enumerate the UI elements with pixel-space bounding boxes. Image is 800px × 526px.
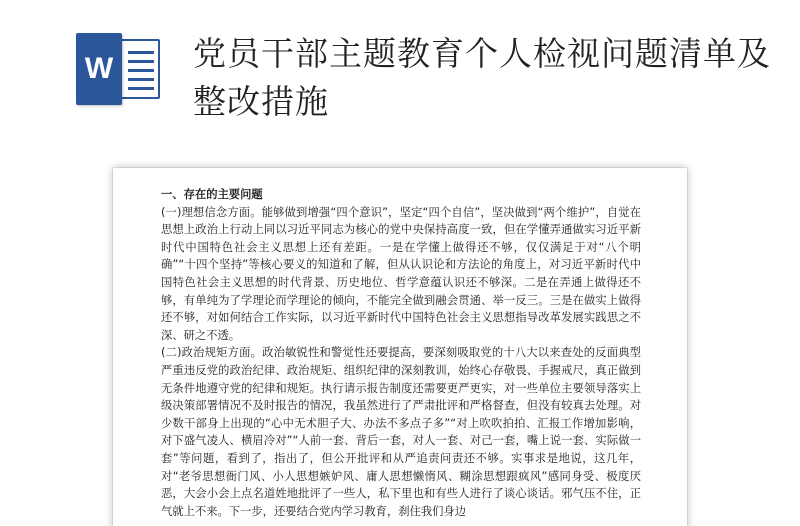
section-heading: 一、存在的主要问题 [161,188,263,201]
word-logo-letter: W [84,52,114,85]
paragraph-political-rules: (二)政治规矩方面。政治敏锐性和警觉性还要提高，要深刻吸取党的十八大以来查处的反面典型严重违反党的政治纪律、政治规矩、组织纪律的深刻教训，始终心存敬畏、手握戒尺，真正做到无条件地遵守党的纪律和规矩。执行请示报告制度还需要更严更实，对一些单位主要领导落实上级决策部署情况不及时报告的情况，我虽然进行了严肃批评和严格督查，但没有较真去处理。对少数干部身上出现的“心中无术胆子大、办法不多点子多”“对上吹吹拍拍、汇报工作增加影响，对下盛气凌人、横眉冷对”“人前一套、背后一套，对人一套、对己一套，嘴上说一套、实际做一套”等问题，看到了，指出了，但公开批评和从严追责问责还不够。实事求是地说，这几年，对“老爷思想衙门风、小人思想嫉妒风、庸人思想懒惰风、糊涂思想跟疯风”感同身受、极度厌恶，大会小会上点名道姓地批评了一些人，私下里也和有些人进行了谈心谈话。邪气压不住，正气就上不来。下一步，还要结合党内学习教育，刹住我们身边 [161,346,641,518]
document-body [161,186,641,520]
paragraph-ideals: (一)理想信念方面。能够做到增强“四个意识”，坚定“四个自信”，坚决做到“两个维护”，自觉在思想上政治上行动上同以习近平同志为核心的党中央保持高度一致，但在学懂弄通做实习近平新时代中国特色社会主义思想上还有差距。一是在学懂上做得还不够，仅仅满足于对“八个明确”“十四个坚持”等核心要义的知道和了解，但从认识论和方法论的角度上，对习近平新时代中国特色社会主义思想的时代背景、历史地位、哲学意蕴认识还不够深。二是在弄通上做得还不够，有单纯为了学理论而学理论的倾向，不能完全做到融会贯通、举一反三。三是在做实上做得还不够，对如何结合工作实际，以习近平新时代中国特色社会主义思想指导改革发展实践思之不深、研之不透。 [161,205,641,342]
word-icon [76,33,164,105]
document-title: 党员干部主题教育个人检视问题清单及整改措施 [193,34,771,121]
word-logo-tile [76,33,122,105]
document-page [113,168,687,526]
